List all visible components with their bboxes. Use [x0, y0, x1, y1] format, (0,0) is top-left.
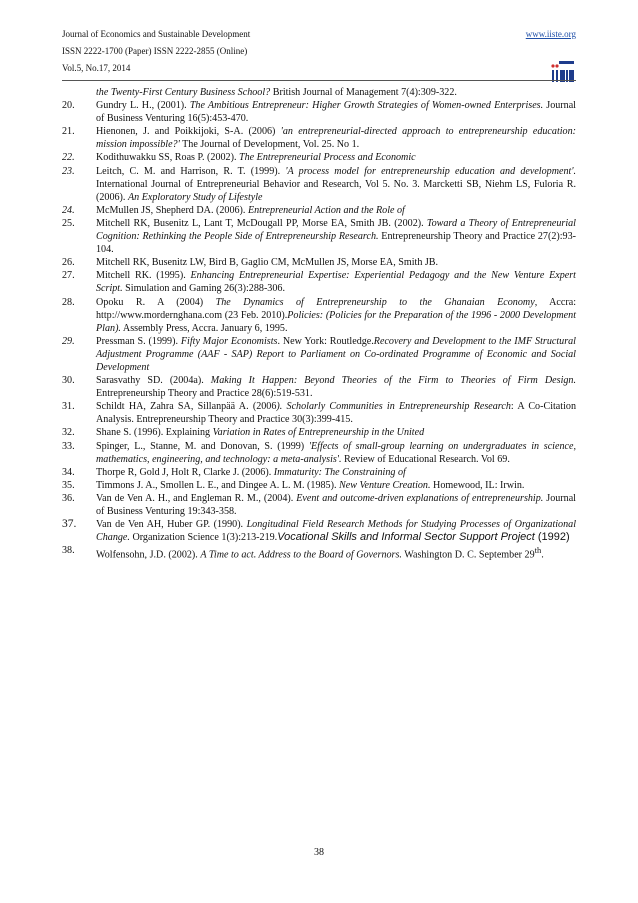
reference-number: 34.: [62, 466, 75, 478]
reference-number: 32.: [62, 427, 75, 439]
reference-number: 23.: [62, 165, 75, 177]
reference-segment: Journal of Business Venturing 19:343-358.: [96, 492, 576, 517]
reference-item: [62, 204, 576, 217]
header-divider: [62, 80, 576, 81]
reference-segment: Assembly Press, Accra. January 6, 1995.: [120, 322, 288, 334]
reference-segment: Timmons J. A., Smollen L. E., and Dingee A. L. M. (1985).: [96, 479, 339, 491]
reference-segment: Mitchell RK, Busenitz L, Lant T, McDougall PP, Morse EA, Smith JB. (2002).: [96, 217, 427, 229]
continuation-title: the Twenty-First Century Business School?: [96, 87, 271, 98]
reference-italic-segment: ). Scholarly Communities in Entrepreneurship Research: [276, 401, 511, 413]
reference-segment: Leitch, C. M. and Harrison, R. T. (1999).: [96, 165, 286, 177]
reference-text: [96, 466, 576, 479]
reference-number: 25.: [62, 217, 75, 229]
reference-segment: Review of Educational Research. Vol 69.: [341, 453, 510, 465]
reference-italic-segment: The Entrepreneurial Process and Economic: [239, 152, 416, 164]
reference-segment: Entrepreneurship Theory and Practice 28(6):519-531.: [96, 388, 313, 400]
reference-italic-segment: Immaturity: The Constraining of: [273, 466, 406, 478]
reference-segment: (1992): [534, 531, 570, 544]
reference-italic-segment: Toward a Theory of Entrepreneurial Cognition: Rethinking the People Side of Entrepreneurship Research.: [96, 217, 576, 243]
reference-item: [62, 99, 576, 125]
page-header: [62, 26, 576, 77]
reference-segment: Hienonen, J. and Poikkijoki, S-A. (2006): [96, 126, 281, 138]
reference-text: [96, 544, 576, 561]
reference-italic-segment: Enhancing Entrepreneurial Expertise: Experiential Pedagogy and the New Venture Expert Script.: [96, 270, 576, 295]
reference-text: [96, 99, 576, 125]
volume-line: Vol.5, No.17, 2014: [62, 63, 131, 73]
reference-number: 38.: [62, 545, 75, 557]
reference-segment: Mitchell RK, Busenitz LW, Bird B, Gaglio CM, McMullen JS, Morse EA, Smith JB.: [96, 257, 439, 269]
reference-item: [62, 466, 576, 479]
reference-text: [96, 374, 576, 400]
continuation-source: British Journal of Management 7(4):309-322.: [270, 87, 457, 98]
reference-segment: Opoku R. A (2004): [96, 296, 216, 308]
reference-item: [62, 492, 576, 518]
reference-item: [62, 151, 576, 164]
reference-segment: Kodithuwakku SS, Roas P. (2002).: [96, 152, 240, 164]
journal-url-link[interactable]: www.iiste.org: [525, 29, 576, 39]
reference-item: [62, 335, 576, 374]
reference-segment: .: [541, 549, 544, 561]
reference-italic-segment: An Exploratory Study of Lifestyle: [127, 191, 263, 203]
reference-list: [62, 86, 576, 562]
reference-segment: : A Co-Citation Analysis. Entrepreneurship Theory and Practice 30(3):399-415.: [96, 401, 576, 426]
reference-number: 27.: [62, 270, 75, 282]
reference-text: [96, 151, 576, 164]
reference-segment: Wolfensohn, J.D. (2002).: [96, 549, 201, 561]
reference-number: 21.: [62, 126, 75, 138]
reference-italic-segment: New Venture Creation.: [339, 479, 431, 491]
reference-text: [96, 165, 576, 204]
reference-italic-segment: The Ambitious Entrepreneur: Higher Growth Strategies of Women-owned Enterprises.: [189, 100, 544, 112]
reference-text: [96, 335, 576, 374]
reference-text: [96, 125, 576, 151]
reference-segment: Journal of Business Venturing 16(5):453-470.: [96, 100, 576, 125]
reference-segment: Van de Ven AH, Huber GP. (1990).: [96, 519, 247, 531]
reference-number: 36.: [62, 492, 75, 504]
reference-segment: Entrepreneurship Theory and Practice 27(2):93-104.: [96, 231, 576, 256]
reference-item: [62, 217, 576, 256]
reference-continuation: [62, 86, 576, 99]
reference-segment: Organization Science 1(3):213-219.: [129, 532, 278, 544]
reference-number: 30.: [62, 375, 75, 387]
reference-italic-segment: Making It Happen: Beyond Theories of the Firm to Theories of Firm Design.: [210, 375, 576, 387]
reference-text: [96, 269, 576, 295]
reference-segment: International Journal of Entrepreneurial Behavior and Research, Vol 5. No. 3. Marcketti SB, Niehm LS, Fuloria R. (2006).: [96, 178, 576, 203]
reference-segment: th: [534, 546, 542, 556]
reference-text: [96, 217, 576, 256]
reference-number: 29.: [62, 335, 75, 347]
reference-italic-segment: 'an entrepreneurial-directed approach to entrepreneurship education: mission impossible?': [96, 126, 577, 151]
reference-text: [96, 204, 576, 217]
reference-italic-segment: 'Effects of small-group learning on undergraduates in science, mathematics, engineering, and technology: a meta-analysis'.: [96, 440, 576, 465]
reference-number: 33.: [62, 440, 75, 452]
reference-text: [96, 400, 576, 426]
reference-item: [62, 165, 576, 204]
reference-text: [96, 256, 576, 269]
reference-item: [62, 544, 576, 561]
reference-segment: Mitchell RK. (1995).: [96, 270, 191, 282]
reference-number: 26.: [62, 257, 75, 269]
reference-segment: Schildt HA, Zahra SA, Sillanpää A. (2006: [96, 401, 277, 413]
reference-item: [62, 125, 576, 151]
reference-italic-segment: Policies: (Policies for the Preparation of the 1996 - 2000 Development Plan).: [96, 309, 577, 334]
reference-segment: , Accra: http://www.mordernghana.com (23 Feb. 2010).: [96, 296, 576, 321]
reference-number: 31.: [62, 401, 75, 413]
reference-number: 20.: [62, 100, 75, 112]
reference-segment: McMullen JS, Shepherd DA. (2006).: [96, 204, 248, 216]
reference-text: [96, 518, 576, 544]
reference-segment: Simulation and Gaming 26(3):288-306.: [122, 283, 285, 295]
issn-line: ISSN 2222-1700 (Paper) ISSN 2222-2855 (Online): [62, 46, 248, 56]
reference-italic-segment: Fifty Major Economists: [180, 335, 278, 347]
reference-segment: Spinger, L., Stanne, M. and Donovan, S. (1999): [96, 440, 309, 452]
reference-segment: Shane S. (1996). Explaining: [96, 427, 213, 439]
reference-text: [96, 296, 576, 335]
reference-number: 35.: [62, 479, 75, 491]
reference-number: 24.: [62, 204, 75, 216]
reference-segment: Homewood, IL: Irwin.: [430, 479, 525, 491]
reference-number: 22.: [62, 152, 75, 164]
reference-italic-segment: A Time to act. Address to the Board of Governors.: [200, 549, 402, 561]
reference-text: [96, 479, 576, 492]
reference-italic-segment: The Dynamics of Entrepreneurship to the Ghanaian Economy: [215, 296, 535, 308]
reference-italic-segment: Entrepreneurial Action and the Role of: [247, 204, 405, 216]
reference-item: [62, 256, 576, 269]
reference-text: [96, 440, 576, 466]
reference-segment: Pressman S. (1999).: [96, 335, 181, 347]
reference-italic-segment: Recovery and Development to the IMF Structural Adjustment Programme (AAF - SAP) Report to Parliament on Co-ordinated Programme of Economic and Social Development: [96, 335, 576, 373]
reference-segment: Van de Ven A. H., and Engleman R. M., (2004).: [96, 492, 297, 504]
reference-item: [62, 400, 576, 426]
reference-italic-segment: Variation in Rates of Entrepreneurship in the United: [212, 427, 425, 439]
reference-segment: . New York: Routledge.: [277, 335, 374, 347]
reference-number: 28.: [62, 296, 75, 308]
reference-italic-segment: 'A process model for entrepreneurship education and development'.: [285, 165, 577, 177]
reference-item: [62, 518, 576, 544]
reference-item: [62, 296, 576, 335]
journal-name: Journal of Economics and Sustainable Development: [62, 29, 251, 39]
reference-item: [62, 426, 576, 439]
reference-text: [96, 492, 576, 518]
reference-segment: The Journal of Development, Vol. 25. No 1.: [179, 139, 360, 151]
reference-italic-segment: Vocational Skills and Informal Sector Support Project: [277, 531, 535, 544]
reference-italic-segment: Longitudinal Field Research Methods for Studying Processes of Organizational Change.: [96, 519, 576, 544]
reference-segment: Thorpe R, Gold J, Holt R, Clarke J. (2006).: [96, 466, 274, 478]
reference-segment: Gundry L. H., (2001).: [96, 100, 190, 112]
reference-item: [62, 479, 576, 492]
reference-item: [62, 440, 576, 466]
reference-segment: Sarasvathy SD. (2004a).: [96, 375, 211, 387]
reference-number: 37.: [62, 518, 77, 531]
reference-segment: Washington D. C. September 29: [401, 549, 535, 561]
reference-italic-segment: Event and outcome-driven explanations of entrepreneurship.: [296, 492, 544, 504]
reference-item: [62, 374, 576, 400]
reference-text: [96, 426, 576, 439]
page-number: 38: [314, 847, 324, 858]
reference-item: [62, 269, 576, 295]
